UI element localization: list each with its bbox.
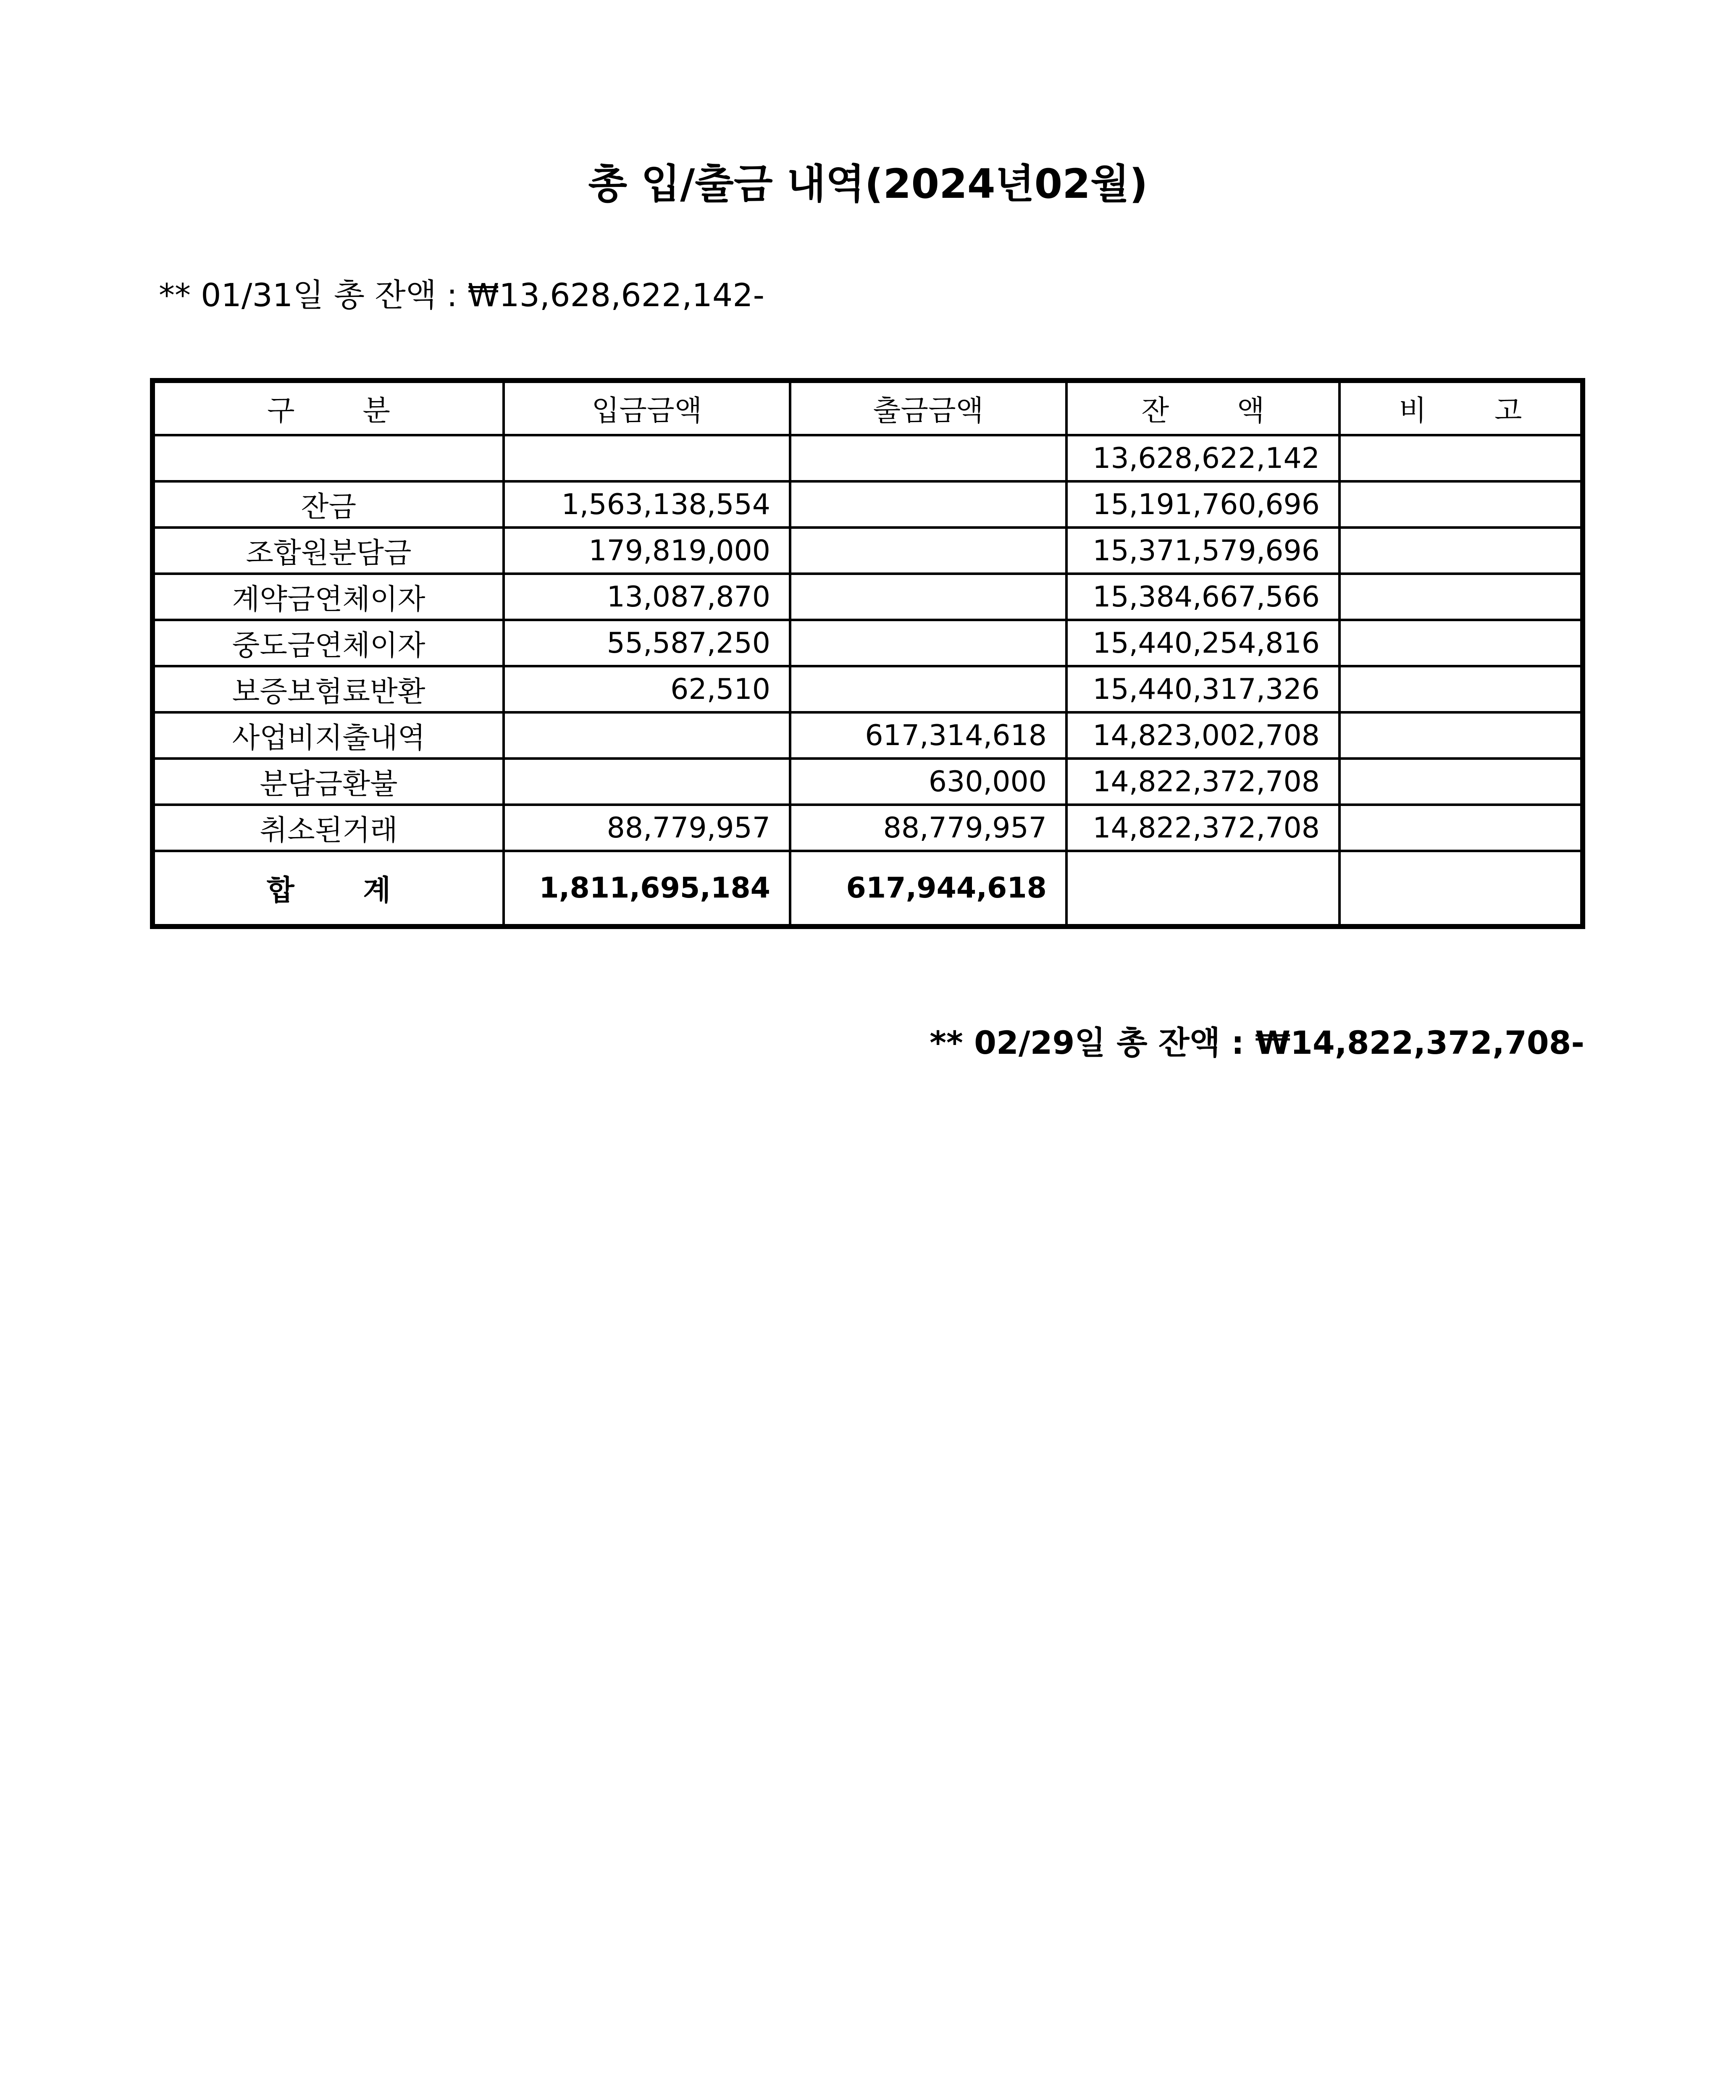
column-header-note: 비 고 bbox=[1339, 381, 1583, 435]
row-deposit: 88,779,957 bbox=[504, 805, 790, 851]
row-category: 계약금연체이자 bbox=[152, 574, 504, 620]
table-row bbox=[152, 435, 1583, 481]
table-row bbox=[152, 620, 1583, 666]
table-row bbox=[152, 712, 1583, 759]
row-deposit: 55,587,250 bbox=[504, 620, 790, 666]
row-deposit: 13,087,870 bbox=[504, 574, 790, 620]
row-note bbox=[1339, 712, 1583, 759]
row-category: 조합원분담금 bbox=[152, 528, 504, 574]
row-category: 잔금 bbox=[152, 481, 504, 528]
row-withdrawal bbox=[790, 666, 1066, 712]
row-balance: 14,822,372,708 bbox=[1066, 805, 1339, 851]
row-category: 분담금환불 bbox=[152, 759, 504, 805]
row-balance: 13,628,622,142 bbox=[1066, 435, 1339, 481]
total-label: 합 계 bbox=[152, 851, 504, 927]
column-header-balance: 잔 액 bbox=[1066, 381, 1339, 435]
row-category: 취소된거래 bbox=[152, 805, 504, 851]
total-balance bbox=[1066, 851, 1339, 927]
row-balance: 15,440,254,816 bbox=[1066, 620, 1339, 666]
column-header-withdrawal: 출금금액 bbox=[790, 381, 1066, 435]
column-header-category: 구 분 bbox=[152, 381, 504, 435]
ledger-table bbox=[150, 378, 1585, 929]
row-note bbox=[1339, 620, 1583, 666]
row-withdrawal bbox=[790, 620, 1066, 666]
total-withdrawal: 617,944,618 bbox=[790, 851, 1066, 927]
table-row bbox=[152, 666, 1583, 712]
row-withdrawal: 617,314,618 bbox=[790, 712, 1066, 759]
column-header-deposit: 입금금액 bbox=[504, 381, 790, 435]
row-deposit bbox=[504, 435, 790, 481]
page-title: 총 입/출금 내역(2024년02월) bbox=[588, 160, 1148, 207]
row-balance: 15,384,667,566 bbox=[1066, 574, 1339, 620]
row-category bbox=[152, 435, 504, 481]
row-withdrawal bbox=[790, 574, 1066, 620]
opening-balance: ** 01/31일 총 잔액 : ₩13,628,622,142- bbox=[159, 276, 765, 314]
closing-balance: ** 02/29일 총 잔액 : ₩14,822,372,708- bbox=[930, 1024, 1584, 1061]
row-note bbox=[1339, 759, 1583, 805]
row-note bbox=[1339, 805, 1583, 851]
row-note bbox=[1339, 481, 1583, 528]
row-withdrawal: 630,000 bbox=[790, 759, 1066, 805]
row-deposit bbox=[504, 712, 790, 759]
row-balance: 14,822,372,708 bbox=[1066, 759, 1339, 805]
row-deposit bbox=[504, 759, 790, 805]
row-category: 보증보험료반환 bbox=[152, 666, 504, 712]
row-note bbox=[1339, 666, 1583, 712]
row-withdrawal bbox=[790, 435, 1066, 481]
row-deposit: 62,510 bbox=[504, 666, 790, 712]
row-category: 사업비지출내역 bbox=[152, 712, 504, 759]
row-note bbox=[1339, 435, 1583, 481]
row-deposit: 179,819,000 bbox=[504, 528, 790, 574]
row-balance: 15,440,317,326 bbox=[1066, 666, 1339, 712]
table-header-row bbox=[152, 381, 1583, 435]
row-balance: 14,823,002,708 bbox=[1066, 712, 1339, 759]
ledger-body bbox=[152, 435, 1583, 927]
table-row bbox=[152, 481, 1583, 528]
row-balance: 15,371,579,696 bbox=[1066, 528, 1339, 574]
row-category: 중도금연체이자 bbox=[152, 620, 504, 666]
row-deposit: 1,563,138,554 bbox=[504, 481, 790, 528]
row-note bbox=[1339, 574, 1583, 620]
table-row bbox=[152, 805, 1583, 851]
table-row bbox=[152, 759, 1583, 805]
table-row bbox=[152, 574, 1583, 620]
table-row bbox=[152, 528, 1583, 574]
row-balance: 15,191,760,696 bbox=[1066, 481, 1339, 528]
row-note bbox=[1339, 528, 1583, 574]
total-deposit: 1,811,695,184 bbox=[504, 851, 790, 927]
total-row bbox=[152, 851, 1583, 927]
row-withdrawal: 88,779,957 bbox=[790, 805, 1066, 851]
total-note bbox=[1339, 851, 1583, 927]
row-withdrawal bbox=[790, 481, 1066, 528]
row-withdrawal bbox=[790, 528, 1066, 574]
